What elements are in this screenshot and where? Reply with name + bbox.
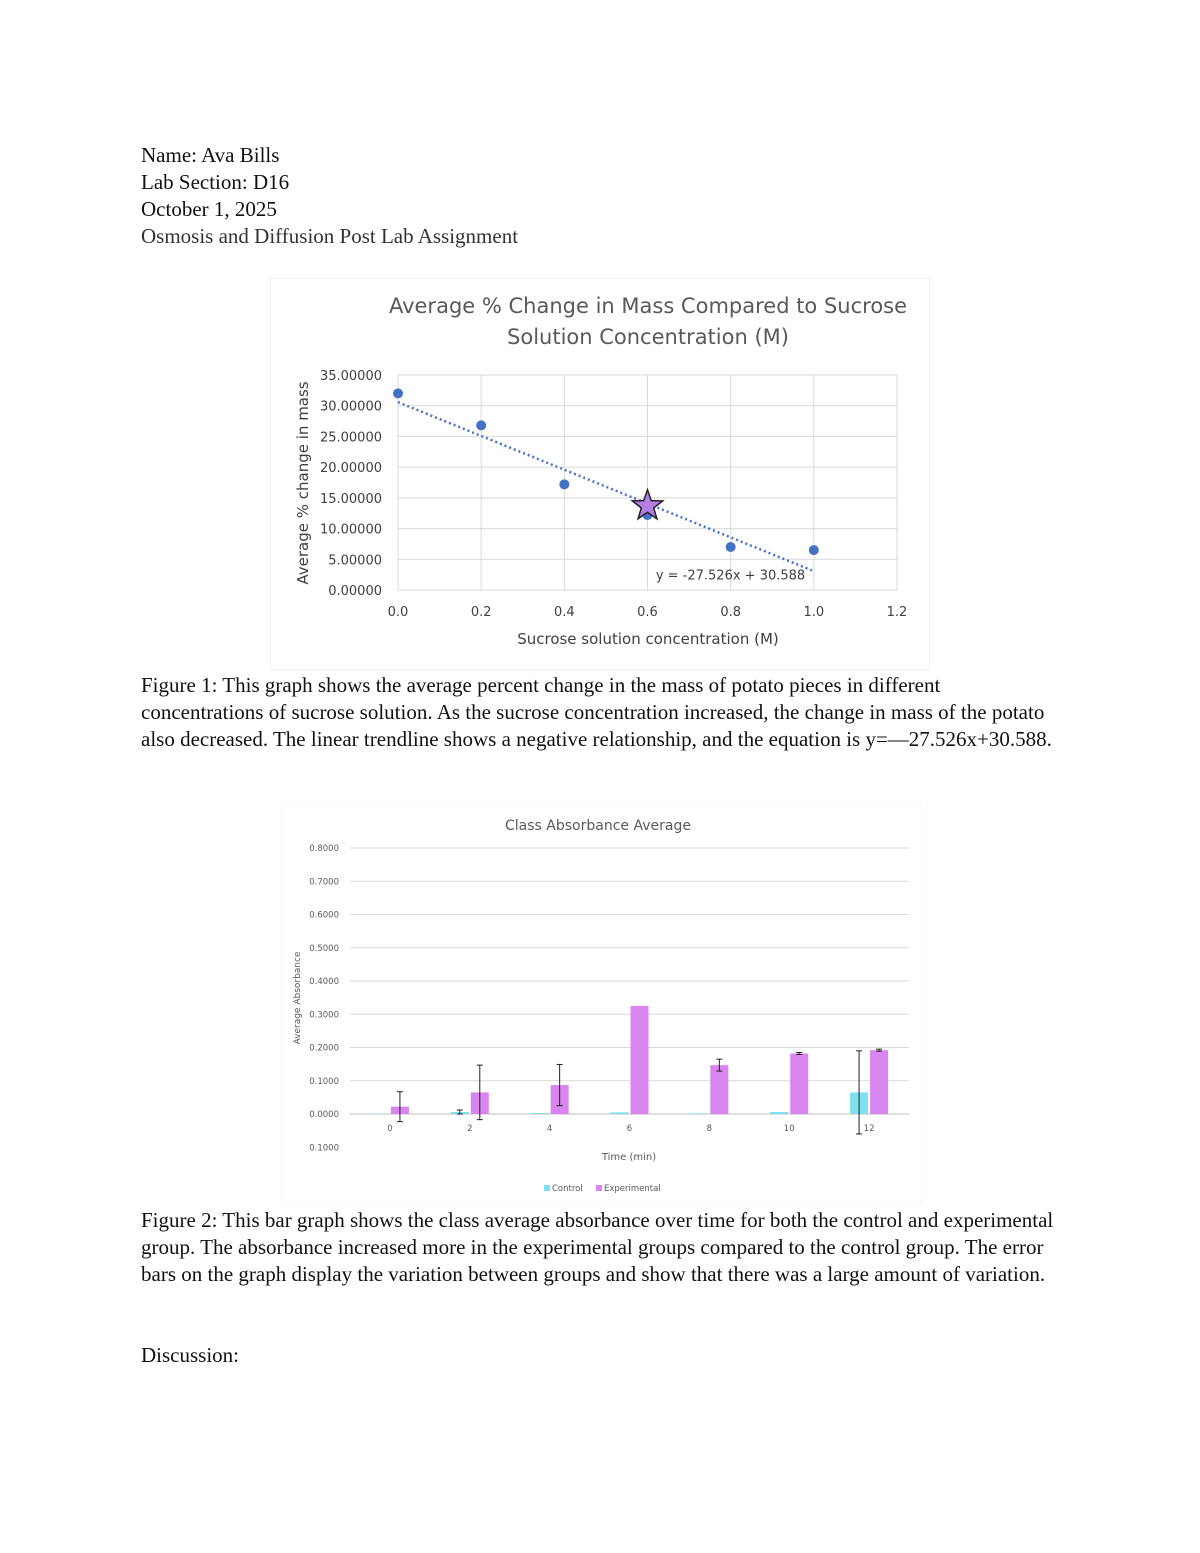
legend-swatch (544, 1185, 550, 1191)
experimental-bar (870, 1050, 888, 1114)
figure-2-caption: Figure 2: This bar graph shows the class average absorbance over time for both the control and experimental group. The absorbance increased more in the experimental groups compared to the control group. The error bars on the graph display the variation between groups and show that there was a large amount of variation. (141, 1208, 1054, 1286)
legend-swatch (596, 1185, 602, 1191)
y-axis-label: Average % change in mass (294, 381, 312, 585)
experimental-bar (631, 1006, 649, 1114)
x-tick-label: 12 (863, 1124, 875, 1134)
x-tick-label: 4 (546, 1124, 553, 1134)
y-tick-label: 10.00000 (319, 522, 382, 538)
x-axis-label: Time (min) (601, 1152, 657, 1163)
y-tick-label: 0.3000 (309, 1010, 339, 1021)
x-tick-label: 2 (467, 1124, 473, 1134)
control-bar (611, 1112, 629, 1114)
chart-frame (282, 803, 922, 1203)
trendline-equation: y = -27.526x + 30.588 (655, 568, 806, 584)
x-tick-label: 0.0 (387, 605, 409, 620)
y-tick-label: 30.00000 (319, 399, 382, 415)
y-tick-label: 0.5000 (309, 943, 339, 954)
y-tick-label: 0.1000 (309, 1143, 339, 1154)
y-tick-label: 0.2000 (309, 1043, 339, 1054)
data-point (726, 542, 736, 552)
assignment-date: October 1, 2025 (141, 197, 277, 221)
y-tick-label: 35.00000 (319, 369, 382, 384)
y-tick-label: 0.7000 (309, 877, 339, 888)
data-point (393, 388, 403, 398)
figure-1-caption: Figure 1: This graph shows the average percent change in the mass of potato pieces in different concentrations of sucrose solution. As the sucrose concentration increased, the change in mass of the potato also decreased. The linear trendline shows a negative relationship, and the equation is y=—27.526x+30.588. (141, 673, 1052, 751)
figure-2-chart (282, 803, 922, 1203)
experimental-bar (790, 1053, 808, 1114)
x-tick-label: 0.8 (720, 605, 742, 620)
x-axis-label: Sucrose solution concentration (M) (517, 630, 779, 648)
control-bar (690, 1113, 708, 1114)
control-bar (371, 1114, 389, 1115)
control-bar (770, 1112, 788, 1114)
assignment-title: Osmosis and Diffusion Post Lab Assignment (141, 224, 519, 248)
figure-1-chart (270, 278, 930, 670)
x-tick-label: 1.2 (886, 605, 908, 620)
y-tick-label: 0.0000 (309, 1110, 339, 1120)
x-tick-label: 1.0 (803, 605, 825, 620)
x-tick-label: 0 (387, 1124, 393, 1134)
chart-title: Class Absorbance Average (505, 818, 691, 834)
y-tick-label: 15.00000 (319, 491, 382, 507)
y-tick-label: 0.6000 (309, 910, 339, 921)
lab-section: Lab Section: D16 (141, 170, 290, 194)
document-header (141, 142, 518, 250)
x-tick-label: 10 (783, 1124, 795, 1134)
x-tick-label: 8 (706, 1124, 713, 1134)
experimental-bar (710, 1065, 728, 1114)
y-tick-label: 0.1000 (309, 1076, 339, 1087)
y-tick-label: 0.4000 (309, 977, 339, 987)
discussion-heading: Discussion: (141, 1343, 240, 1367)
x-tick-label: 6 (626, 1124, 633, 1134)
y-tick-label: 20.00000 (319, 461, 382, 477)
data-point (809, 545, 819, 555)
legend-label: Experimental (604, 1184, 661, 1194)
chart-title-line: Average % Change in Mass Compared to Sucrose (388, 294, 908, 318)
student-name: Name: Ava Bills (141, 143, 280, 167)
control-bar (531, 1113, 549, 1114)
y-axis-label: Average Absorbance (293, 951, 303, 1045)
x-tick-label: 0.4 (553, 605, 575, 620)
x-tick-label: 0.6 (637, 605, 658, 620)
data-point (476, 420, 486, 430)
chart-title-line: Solution Concentration (M) (507, 325, 789, 349)
bar-chart (282, 803, 922, 1203)
y-tick-label: 25.00000 (319, 430, 382, 446)
x-tick-label: 0.2 (470, 605, 492, 620)
scatter-chart (270, 278, 930, 670)
y-tick-label: 0.00000 (328, 584, 382, 599)
y-tick-label: 0.8000 (309, 844, 339, 854)
data-point (559, 479, 569, 489)
y-tick-label: 5.00000 (328, 553, 382, 569)
legend-label: Control (552, 1184, 583, 1194)
